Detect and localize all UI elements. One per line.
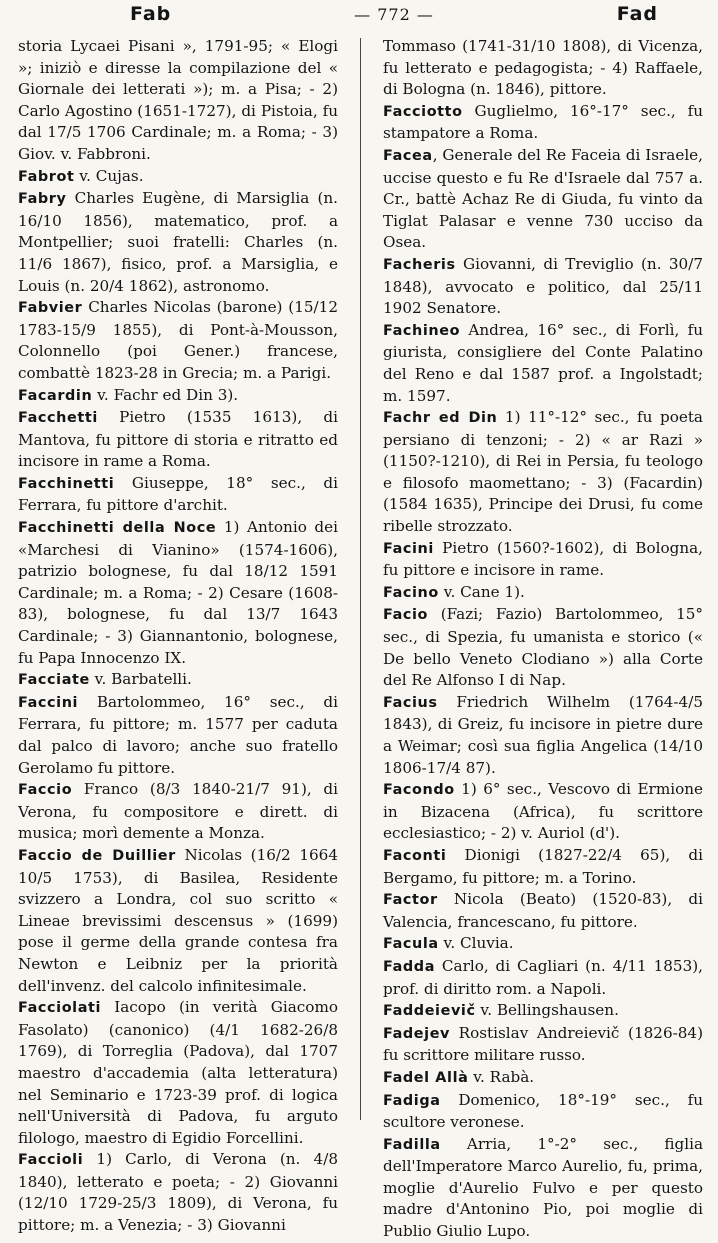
dictionary-entry bbox=[18, 188, 338, 297]
dictionary-entry bbox=[383, 1023, 703, 1067]
entry-headword: Facino bbox=[383, 584, 439, 601]
dictionary-entry bbox=[383, 407, 703, 538]
dictionary-entry bbox=[18, 669, 338, 692]
entry-headword: Fadilla bbox=[383, 1136, 441, 1153]
entry-headword: Fabrot bbox=[18, 168, 75, 185]
entry-text: Pietro (1535 1613), di Mantova, fu pittore di storia e ritratto ed incisore in rame a Roma. bbox=[18, 408, 338, 471]
dictionary-entry bbox=[383, 692, 703, 779]
dictionary-entry bbox=[18, 407, 338, 473]
entry-text: (Fazi; Fazio) Bartolommeo, 15° sec., di Spezia, fu umanista e storico (« De bello Veneto Clodiano ») alla Corte del Re Alfonso I di Nap. bbox=[383, 605, 703, 690]
entry-text: Guglielmo, 16°-17° sec., fu stampatore a Roma. bbox=[383, 101, 703, 143]
dictionary-entry bbox=[18, 845, 338, 997]
entry-text: Rostislav Andreievič (1826-84) fu scrittore militare russo. bbox=[383, 1023, 703, 1065]
entry-text: 1) 6° sec., Vescovo di Ermione in Bizacena (Africa), fu scrittore ecclesiastico; - 2) v. Auriol (d'). bbox=[383, 780, 703, 843]
dictionary-entry bbox=[383, 582, 703, 605]
entry-text: Giuseppe, 18° sec., di Ferrara, fu pittore d'archit. bbox=[18, 473, 338, 515]
column-divider bbox=[360, 38, 361, 1120]
dictionary-entry bbox=[18, 1149, 338, 1236]
dictionary-entry bbox=[18, 517, 338, 669]
header-right-word: Fad bbox=[616, 3, 658, 25]
entry-headword: Faddeievič bbox=[383, 1003, 476, 1020]
entry-text: , Generale del Re Faceia di Israele, uccise questo e fu Re d'Israele dal 757 a. Cr., battè Achaz Re di Giuda, fu vinto da Tiglat Palasar e venne 730 ucciso da Osea. bbox=[383, 145, 703, 252]
entry-text: Charles Eugène, di Marsiglia (n. 16/10 1856), matematico, prof. a Montpellier; suoi fratelli: Charles (n. 11/6 1867), fisico, prof. a Marsiglia, e Louis (n. 20/4 1862), astronomo. bbox=[18, 189, 338, 295]
dictionary-entry bbox=[383, 538, 703, 582]
entry-headword: Facciate bbox=[18, 672, 90, 689]
entry-headword: Facchinetti della Noce bbox=[18, 520, 217, 537]
entry-text: 1) 11°-12° sec., fu poeta persiano di tenzoni; - 2) « ar Razi » (1150?-1210), di Rei in Persia, fu teologo e filosofo maomettano; - 3) (Facardin) (1584 1635), Principe dei Drusi, fu come ribelle strozzato. bbox=[383, 408, 703, 536]
dictionary-entry bbox=[383, 779, 703, 845]
entry-text: 1) Antonio dei «Marchesi di Vianino» (1574-1606), patrizio bolognese, fu dal 18/12 1591 Cardinale; m. a Roma; - 2) Cesare (1608-83), bolognese, fu dal 13/7 1643 Cardinale; - 3) Giannantonio, bolognese, fu Papa Innocenzo IX. bbox=[18, 518, 338, 667]
dictionary-entry bbox=[18, 473, 338, 517]
dictionary-entry bbox=[383, 1134, 703, 1243]
entry-text: Domenico, 18°-19° sec., fu scultore veronese. bbox=[383, 1090, 703, 1132]
entry-headword: Faccio bbox=[18, 782, 73, 799]
dictionary-entry bbox=[383, 1090, 703, 1134]
entry-text: Friedrich Wilhelm (1764-4/5 1843), di Greiz, fu incisore in pietre dure a Weimar; così sua figlia Angelica (14/10 1806-17/4 87). bbox=[383, 692, 703, 777]
dictionary-entry bbox=[383, 933, 703, 956]
entry-headword: Facea bbox=[383, 147, 433, 164]
entry-text: Bartolommeo, 16° sec., di Ferrara, fu pittore; m. 1577 per caduta dal palco di lavoro; anche suo fratello Gerolamo fu pittore. bbox=[18, 692, 338, 777]
entry-text: Iacopo (in verità Giacomo Fasolato) (canonico) (4/1 1682-26/8 1769), di Torreglia (Padova), dal 1707 maestro d'accademia (alta letteratura) nel Seminario e 1723-39 prof. di logica nell'Università di Padova, fu arguto filologo, maestro di Egidio Forcellini. bbox=[18, 998, 338, 1147]
entry-headword: Faccio de Duillier bbox=[18, 847, 176, 864]
entry-text: Dionigi (1827-22/4 65), di Bergamo, fu pittore; m. a Torino. bbox=[383, 845, 703, 887]
dictionary-entry bbox=[383, 889, 703, 933]
dictionary-entry bbox=[383, 36, 703, 101]
entry-text: Pietro (1560?-1602), di Bologna, fu pittore e incisore in rame. bbox=[383, 538, 703, 580]
entry-text: 1) Carlo, di Verona (n. 4/8 1840), letterato e poeta; - 2) Giovanni (12/10 1729-25/3 1809), di Verona, fu pittore; m. a Venezia; - 3) Giovanni bbox=[18, 1150, 338, 1235]
dictionary-entry bbox=[383, 604, 703, 691]
dictionary-entry bbox=[18, 385, 338, 408]
entry-headword: Facchinetti bbox=[18, 475, 115, 492]
entry-text: Carlo, di Cagliari (n. 4/11 1853), prof. di diritto rom. a Napoli. bbox=[383, 956, 703, 998]
entry-headword: Faconti bbox=[383, 847, 447, 864]
dictionary-entry bbox=[383, 320, 703, 407]
entry-headword: Facheris bbox=[383, 256, 456, 273]
entry-headword: Fadiga bbox=[383, 1092, 441, 1109]
dictionary-entry bbox=[18, 692, 338, 779]
left-column bbox=[18, 36, 338, 1237]
entry-headword: Facciotto bbox=[383, 103, 463, 120]
entry-headword: Faccioli bbox=[18, 1152, 84, 1169]
entry-text: Charles Nicolas (barone) (15/12 1783-15/9 1855), di Pont-à-Mousson, Colonnello (poi Gener.) francese, combattè 1823-28 in Grecia; m. a Parigi. bbox=[18, 298, 338, 382]
entry-headword: Facondo bbox=[383, 782, 455, 799]
entry-text: v. Bellingshausen. bbox=[475, 1001, 619, 1020]
entry-headword: Fachr ed Din bbox=[383, 410, 498, 427]
entry-text: Giovanni, di Treviglio (n. 30/7 1848), avvocato e politico, dal 25/11 1902 Senatore. bbox=[383, 254, 703, 318]
dictionary-entry bbox=[383, 254, 703, 320]
entry-headword: Facini bbox=[383, 540, 434, 557]
entry-text: v. Rabà. bbox=[468, 1067, 535, 1086]
running-header bbox=[0, 0, 718, 28]
entry-text: v. Barbatelli. bbox=[89, 670, 192, 689]
entry-headword: Fabry bbox=[18, 191, 67, 208]
entry-headword: Factor bbox=[383, 892, 438, 909]
entry-headword: Facio bbox=[383, 607, 429, 624]
entry-text: v. Cane 1). bbox=[438, 582, 525, 601]
dictionary-entry bbox=[18, 779, 338, 845]
entry-text: Tommaso (1741-31/10 1808), di Vicenza, fu letterato e pedagogista; - 4) Raffaele, di Bologna (n. 1846), pittore. bbox=[383, 37, 703, 99]
dictionary-entry bbox=[383, 1000, 703, 1023]
dictionary-entry bbox=[18, 36, 338, 166]
entry-text: v. Cujas. bbox=[74, 166, 144, 185]
page-number: — 772 — bbox=[354, 4, 434, 24]
dictionary-entry bbox=[383, 101, 703, 145]
dictionary-entry bbox=[383, 1067, 703, 1090]
entry-text: v. Cluvia. bbox=[438, 934, 514, 953]
entry-text: Andrea, 16° sec., di Forlì, fu giurista, consigliere del Conte Palatino del Reno e dal 1587 prof. a Ingolstadt; m. 1597. bbox=[383, 320, 703, 405]
dictionary-entry bbox=[18, 297, 338, 384]
entry-text: v. Fachr ed Din 3). bbox=[92, 385, 239, 404]
entry-text: Nicolas (16/2 1664 10/5 1753), di Basilea, Residente svizzero a Londra, col suo scritto « Lineae brevissimi descensus » (1699) pose il germe della grande contesa fra Newton e Leibniz per la priorità dell'invenz. del calcolo infinitesimale. bbox=[18, 845, 338, 995]
entry-headword: Fabvier bbox=[18, 300, 83, 317]
entry-text: storia Lycaei Pisani », 1791-95; « Elogi »; iniziò e diresse la compilazione del « Giornale dei letterati »); m. a Pisa; - 2) Carlo Agostino (1651-1727), di Pistoia, fu dal 17/5 1706 Cardinale; m. a Roma; - 3) Giov. v. Fabbroni. bbox=[18, 37, 338, 163]
entry-headword: Fadel Allà bbox=[383, 1069, 469, 1086]
header-left-word: Fab bbox=[130, 3, 172, 25]
entry-text: Arria, 1°-2° sec., figlia dell'Imperatore Marco Aurelio, fu, prima, moglie d'Aurelio Fulvo e per questo madre d'Antonino Pio, poi moglie di Publio Giulio Lupo. bbox=[383, 1134, 703, 1241]
entry-headword: Faccini bbox=[18, 694, 79, 711]
entry-headword: Facchetti bbox=[18, 410, 98, 427]
entry-headword: Fadda bbox=[383, 958, 436, 975]
entry-headword: Facula bbox=[383, 936, 439, 953]
entry-headword: Facius bbox=[383, 694, 438, 711]
entry-text: Franco (8/3 1840-21/7 91), di Verona, fu compositore e dirett. di musica; morì demente a Monza. bbox=[18, 780, 338, 843]
entry-headword: Fachineo bbox=[383, 322, 461, 339]
dictionary-entry bbox=[383, 145, 703, 254]
dictionary-entry bbox=[18, 997, 338, 1149]
right-column bbox=[383, 36, 703, 1243]
dictionary-entry bbox=[18, 166, 338, 189]
entry-text: Nicola (Beato) (1520-83), di Valencia, francescano, fu pittore. bbox=[383, 890, 703, 931]
entry-headword: Facardin bbox=[18, 387, 93, 404]
dictionary-entry bbox=[383, 956, 703, 1000]
entry-headword: Fadejev bbox=[383, 1025, 451, 1042]
dictionary-entry bbox=[383, 845, 703, 889]
entry-headword: Facciolati bbox=[18, 1000, 102, 1017]
